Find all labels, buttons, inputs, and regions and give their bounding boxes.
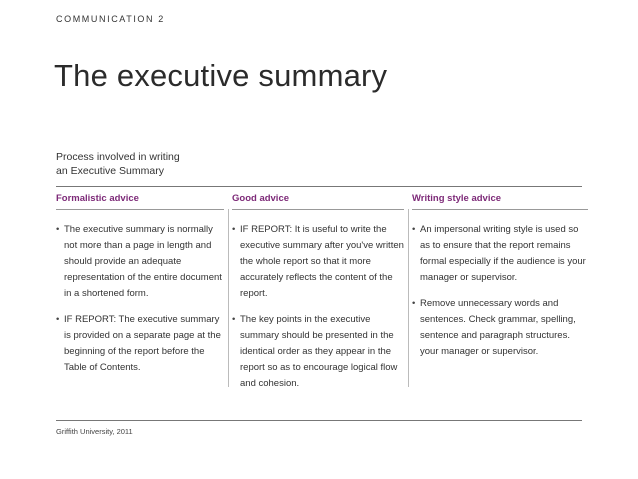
list-item: • The key points in the executive summary should be presented in the identical order as they appear in the report so as to encourage logical flow and cohesion.	[232, 312, 404, 392]
advice-list	[56, 222, 224, 376]
heading-divider	[412, 209, 588, 210]
advice-list	[232, 222, 404, 392]
column-good-advice	[232, 193, 404, 402]
column-divider	[228, 209, 229, 387]
column-heading: Writing style advice	[412, 193, 502, 204]
subtitle-line-1: Process involved in writing	[56, 151, 180, 163]
column-divider	[408, 209, 409, 387]
subtitle	[56, 151, 216, 178]
heading-divider	[56, 209, 224, 210]
list-item: • Remove unnecessary words and sentences. Check grammar, spelling, sentence and paragraph structures. your manager or supervisor.	[412, 296, 588, 360]
section-label: COMMUNICATION 2	[56, 14, 165, 24]
bottom-divider	[56, 420, 582, 421]
list-item: • IF REPORT: It is useful to write the executive summary after you've written the whole report so that it more accurately reflects the content of the report.	[232, 222, 404, 302]
column-heading: Formalistic advice	[56, 193, 139, 204]
footer-credit: Griffith University, 2011	[56, 427, 133, 436]
list-item: • IF REPORT: The executive summary is provided on a separate page at the beginning of the report before the Table of Contents.	[56, 312, 224, 376]
advice-list	[412, 222, 588, 360]
subtitle-line-2: an Executive Summary	[56, 164, 164, 177]
column-formalistic-advice	[56, 193, 224, 386]
column-heading: Good advice	[232, 193, 290, 204]
list-item: • An impersonal writing style is used so as to ensure that the report remains formal especially if the audience is your manager or supervisor.	[412, 222, 588, 286]
top-divider	[56, 186, 582, 187]
heading-divider	[232, 209, 404, 210]
column-writing-style-advice	[412, 193, 588, 370]
page-title: The executive summary	[54, 58, 388, 93]
list-item: • The executive summary is normally not more than a page in length and should provide an adequate representation of the entire document in a shortened form.	[56, 222, 224, 302]
